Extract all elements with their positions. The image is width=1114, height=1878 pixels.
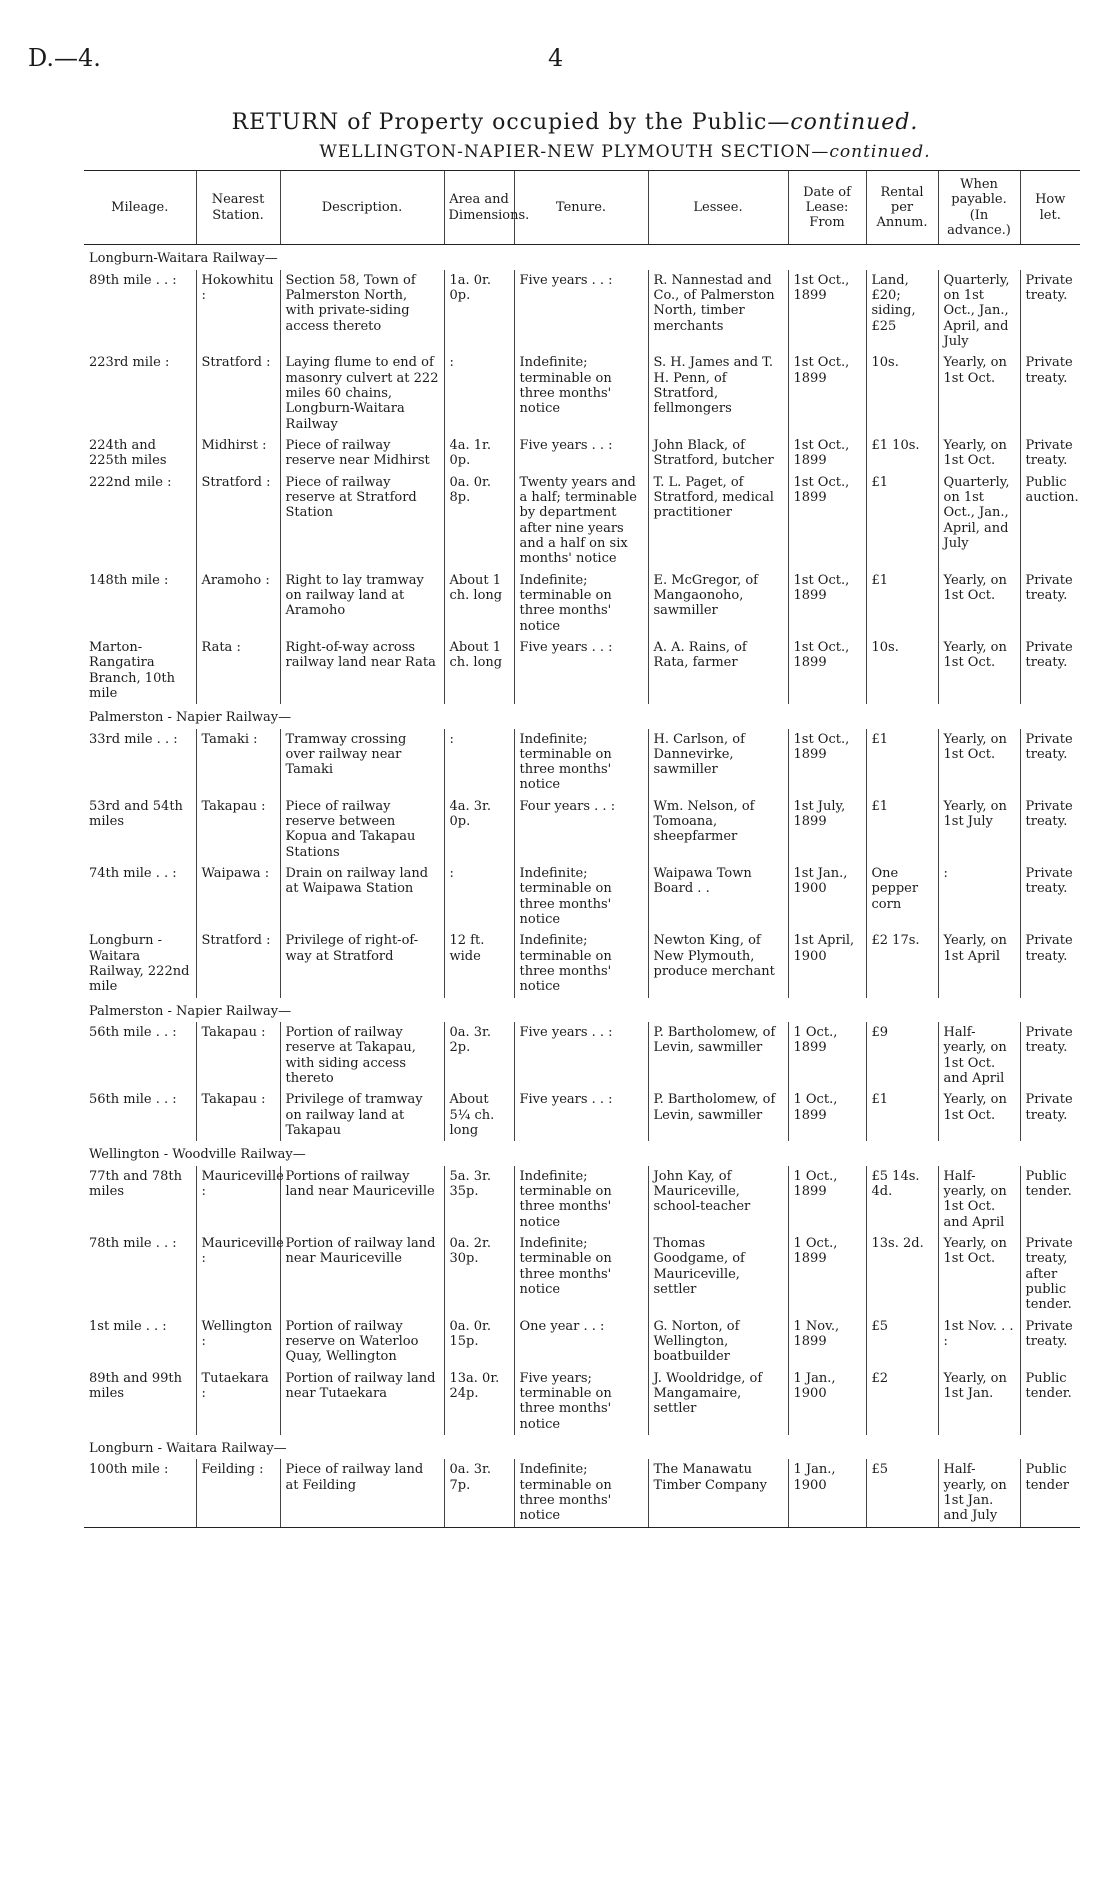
cell: £2 17s. (866, 930, 938, 997)
cell: Half-yearly, on 1st Jan. and July (938, 1459, 1020, 1527)
cell: 12 ft. wide (444, 930, 514, 997)
cell: Five years . . : (514, 637, 648, 704)
col-mileage: Mileage. (84, 171, 196, 245)
property-table (84, 170, 1080, 1528)
table-row (84, 1089, 1080, 1141)
cell: Yearly, on 1st Oct. (938, 570, 1020, 637)
cell: Waipawa : (196, 863, 280, 930)
cell: Wellington : (196, 1316, 280, 1368)
cell: P. Bartholomew, of Levin, sawmiller (648, 1089, 788, 1141)
cell: Private treaty. (1020, 352, 1080, 435)
cell: 10s. (866, 352, 938, 435)
cell: Private treaty. (1020, 796, 1080, 863)
cell: Private treaty. (1020, 1316, 1080, 1368)
cell: £1 (866, 1089, 938, 1141)
cell: T. L. Paget, of Stratford, medical practitioner (648, 472, 788, 570)
cell: 1a. 0r. 0p. (444, 270, 514, 353)
cell: £1 (866, 796, 938, 863)
cell: About 1 ch. long (444, 570, 514, 637)
cell: Indefinite; terminable on three months' notice (514, 1166, 648, 1233)
cell: Private treaty. (1020, 637, 1080, 704)
table-row (84, 796, 1080, 863)
cell: £2 (866, 1368, 938, 1435)
cell: Portion of railway reserve at Takapau, with siding access thereto (280, 1022, 444, 1089)
cell: Half-yearly, on 1st Oct. and April (938, 1166, 1020, 1233)
cell: £5 (866, 1459, 938, 1527)
cell: John Kay, of Mauriceville, school-teacher (648, 1166, 788, 1233)
cell: Mauriceville : (196, 1166, 280, 1233)
group-label: Palmerston - Napier Railway— (89, 1003, 292, 1019)
cell: Longburn - Waitara Railway, 222nd mile (89, 933, 190, 995)
cell: Mauriceville : (196, 1233, 280, 1316)
cell: Stratford : (196, 930, 280, 997)
cell: Five years . . : (514, 435, 648, 472)
group-row (84, 704, 1080, 728)
cell: 13a. 0r. 24p. (444, 1368, 514, 1435)
cell: Public auction. (1020, 472, 1080, 570)
cell: 0a. 3r. 7p. (444, 1459, 514, 1527)
cell: Newton King, of New Plymouth, produce merchant (648, 930, 788, 997)
cell: 0a. 0r. 8p. (444, 472, 514, 570)
cell: J. Wooldridge, of Mangamaire, settler (648, 1368, 788, 1435)
cell: Five years . . : (514, 1089, 648, 1141)
cell: Five years; terminable on three months' notice (514, 1368, 648, 1435)
cell: Indefinite; terminable on three months' notice (514, 1233, 648, 1316)
cell: : (444, 729, 514, 796)
cell: 0a. 0r. 15p. (444, 1316, 514, 1368)
cell: 1st Oct., 1899 (788, 270, 866, 353)
table-row (84, 352, 1080, 435)
cell: About 1 ch. long (444, 637, 514, 704)
table-row (84, 1459, 1080, 1527)
cell: Private treaty. (1020, 729, 1080, 796)
cell: Half-yearly, on 1st Oct. and April (938, 1022, 1020, 1089)
cell: Wm. Nelson, of Tomoana, sheepfarmer (648, 796, 788, 863)
table-row (84, 1368, 1080, 1435)
cell: 89th mile . . : (89, 272, 177, 288)
cell: 148th mile : (89, 572, 169, 588)
group-row (84, 245, 1080, 270)
cell: 1 Oct., 1899 (788, 1089, 866, 1141)
cell: 0a. 2r. 30p. (444, 1233, 514, 1316)
group-label: Longburn - Waitara Railway— (89, 1440, 287, 1456)
cell: Yearly, on 1st Oct. (938, 729, 1020, 796)
cell: 74th mile . . : (89, 866, 177, 882)
cell: Stratford : (196, 352, 280, 435)
cell: 5a. 3r. 35p. (444, 1166, 514, 1233)
cell: Private treaty. (1020, 270, 1080, 353)
cell: Quarterly, on 1st Oct., Jan., April, and July (938, 472, 1020, 570)
table-row (84, 729, 1080, 796)
cell: 222nd mile : (89, 474, 172, 490)
cell: 78th mile . . : (89, 1236, 177, 1252)
cell: Yearly, on 1st April (938, 930, 1020, 997)
col-how-let: How let. (1020, 171, 1080, 245)
cell: Privilege of right-of-way at Stratford (280, 930, 444, 997)
cell: Hokowhitu : (196, 270, 280, 353)
cell: Yearly, on 1st Oct. (938, 435, 1020, 472)
cell: Piece of railway reserve at Stratford Station (280, 472, 444, 570)
cell: 1 Oct., 1899 (788, 1233, 866, 1316)
cell: Five years . . : (514, 1022, 648, 1089)
cell: 1 Jan., 1900 (788, 1368, 866, 1435)
cell: Private treaty, after public tender. (1020, 1233, 1080, 1316)
cell: The Manawatu Timber Company (648, 1459, 788, 1527)
page-number: 4 (548, 44, 564, 72)
cell: Piece of railway reserve near Midhirst (280, 435, 444, 472)
table-row (84, 1166, 1080, 1233)
col-tenure: Tenure. (514, 171, 648, 245)
col-lessee: Lessee. (648, 171, 788, 245)
cell: £5 (866, 1316, 938, 1368)
cell: : (938, 863, 1020, 930)
group-label: Longburn-Waitara Railway— (89, 251, 278, 267)
cell: Takapau : (196, 1022, 280, 1089)
cell: £1 (866, 472, 938, 570)
cell: Laying flume to end of masonry culvert at 222 miles 60 chains, Longburn-Waitara Railway (280, 352, 444, 435)
cell: £1 10s. (866, 435, 938, 472)
cell: 1st Oct., 1899 (788, 729, 866, 796)
cell: Portion of railway land near Tutaekara (280, 1368, 444, 1435)
cell: 4a. 3r. 0p. (444, 796, 514, 863)
table-row (84, 472, 1080, 570)
cell: Yearly, on 1st July (938, 796, 1020, 863)
cell: 1st Oct., 1899 (788, 435, 866, 472)
cell: S. H. James and T. H. Penn, of Stratford, fellmongers (648, 352, 788, 435)
cell: 1st Jan., 1900 (788, 863, 866, 930)
cell: Portions of railway land near Mauriceville (280, 1166, 444, 1233)
col-area: Area and Dimensions. (444, 171, 514, 245)
cell: £1 (866, 729, 938, 796)
cell: Private treaty. (1020, 930, 1080, 997)
cell: H. Carlson, of Dannevirke, sawmiller (648, 729, 788, 796)
cell: Four years . . : (514, 796, 648, 863)
cell: 0a. 3r. 2p. (444, 1022, 514, 1089)
table-row (84, 930, 1080, 997)
cell: Portion of railway reserve on Waterloo Quay, Wellington (280, 1316, 444, 1368)
col-description: Description. (280, 171, 444, 245)
cell: Yearly, on 1st Oct. (938, 637, 1020, 704)
cell: R. Nannestad and Co., of Palmerston North, timber merchants (648, 270, 788, 353)
cell: 56th mile . . : (89, 1025, 177, 1041)
cell: Privilege of tramway on railway land at Takapau (280, 1089, 444, 1141)
cell: 1 Jan., 1900 (788, 1459, 866, 1527)
cell: £5 14s. 4d. (866, 1166, 938, 1233)
cell: Public tender. (1020, 1166, 1080, 1233)
cell: Private treaty. (1020, 1022, 1080, 1089)
cell: Public tender (1020, 1459, 1080, 1527)
title-main: RETURN of Property occupied by the Public— (231, 110, 791, 135)
cell: £9 (866, 1022, 938, 1089)
cell: 89th and 99th miles (89, 1370, 182, 1401)
cell: Waipawa Town Board . . (648, 863, 788, 930)
cell: 77th and 78th miles (89, 1168, 182, 1200)
cell: 13s. 2d. (866, 1233, 938, 1316)
cell: E. McGregor, of Mangaonoho, sawmiller (648, 570, 788, 637)
cell: 33rd mile . . : (89, 731, 178, 747)
cell: Section 58, Town of Palmerston North, with private-siding access thereto (280, 270, 444, 353)
group-row (84, 1435, 1080, 1459)
cell: 1 Oct., 1899 (788, 1166, 866, 1233)
col-when-payable: When payable. (In advance.) (938, 171, 1020, 245)
cell: Five years . . : (514, 270, 648, 353)
cell: Land, £20; siding, £25 (866, 270, 938, 353)
group-row (84, 998, 1080, 1022)
cell: Indefinite; terminable on three months' notice (514, 1459, 648, 1527)
cell: 10s. (866, 637, 938, 704)
cell: G. Norton, of Wellington, boatbuilder (648, 1316, 788, 1368)
cell: : (444, 863, 514, 930)
cell: 53rd and 54th miles (89, 798, 183, 830)
cell: Twenty years and a half; terminable by department after nine years and a half on six months' notice (514, 472, 648, 570)
cell: Tramway crossing over railway near Tamaki (280, 729, 444, 796)
cell: Piece of railway reserve between Kopua and Takapau Stations (280, 796, 444, 863)
cell: Piece of railway land at Feilding (280, 1459, 444, 1527)
section-main: WELLINGTON-NAPIER-NEW PLYMOUTH SECTION— (319, 142, 830, 162)
cell: Yearly, on 1st Oct. (938, 1089, 1020, 1141)
cell: Tutaekara : (196, 1368, 280, 1435)
table-row (84, 863, 1080, 930)
group-row (84, 1141, 1080, 1165)
cell: Feilding : (196, 1459, 280, 1527)
col-rental: Rental per Annum. (866, 171, 938, 245)
cell: : (444, 352, 514, 435)
cell: 1st Nov. . . : (938, 1316, 1020, 1368)
cell: Midhirst : (196, 435, 280, 472)
col-nearest-station: Nearest Station. (196, 171, 280, 245)
cell: Tamaki : (196, 729, 280, 796)
cell: 1st Oct., 1899 (788, 352, 866, 435)
cell: 224th and 225th miles (89, 437, 167, 469)
section-heading (170, 142, 1080, 162)
cell: Takapau : (196, 1089, 280, 1141)
cell: Indefinite; terminable on three months' notice (514, 352, 648, 435)
cell: About 5¼ ch. long (444, 1089, 514, 1141)
cell: Public tender. (1020, 1368, 1080, 1435)
cell: P. Bartholomew, of Levin, sawmiller (648, 1022, 788, 1089)
section-continued: continued. (829, 142, 931, 162)
cell: Thomas Goodgame, of Mauriceville, settler (648, 1233, 788, 1316)
table-row (84, 1316, 1080, 1368)
cell: 1st July, 1899 (788, 796, 866, 863)
cell: John Black, of Stratford, butcher (648, 435, 788, 472)
cell: £1 (866, 570, 938, 637)
table-row (84, 637, 1080, 704)
cell: 1st April, 1900 (788, 930, 866, 997)
cell: Indefinite; terminable on three months' notice (514, 863, 648, 930)
cell: Indefinite; terminable on three months' notice (514, 570, 648, 637)
cell: 223rd mile : (89, 355, 170, 371)
cell: Private treaty. (1020, 435, 1080, 472)
cell: Private treaty. (1020, 1089, 1080, 1141)
cell: 4a. 1r. 0p. (444, 435, 514, 472)
cell: Yearly, on 1st Jan. (938, 1368, 1020, 1435)
table-header-row (84, 171, 1080, 245)
page-title (70, 110, 1080, 135)
cell: Takapau : (196, 796, 280, 863)
cell: Rata : (196, 637, 280, 704)
table-row (84, 570, 1080, 637)
title-continued: continued. (790, 110, 919, 135)
cell: 1st mile . . : (89, 1318, 167, 1334)
cell: Right-of-way across railway land near Rata (280, 637, 444, 704)
document-code: D.—4. (28, 44, 101, 72)
cell: Marton-Rangatira Branch, 10th mile (89, 639, 175, 701)
cell: Private treaty. (1020, 863, 1080, 930)
cell: Indefinite; terminable on three months' notice (514, 729, 648, 796)
cell: 1 Nov., 1899 (788, 1316, 866, 1368)
table-row (84, 270, 1080, 353)
group-label: Palmerston - Napier Railway— (89, 710, 292, 726)
cell: Stratford : (196, 472, 280, 570)
cell: One year . . : (514, 1316, 648, 1368)
cell: Private treaty. (1020, 570, 1080, 637)
cell: Quarterly, on 1st Oct., Jan., April, and July (938, 270, 1020, 353)
cell: 1st Oct., 1899 (788, 570, 866, 637)
cell: Drain on railway land at Waipawa Station (280, 863, 444, 930)
table-row (84, 1233, 1080, 1316)
table-row (84, 435, 1080, 472)
cell: Yearly, on 1st Oct. (938, 352, 1020, 435)
cell: A. A. Rains, of Rata, farmer (648, 637, 788, 704)
cell: Yearly, on 1st Oct. (938, 1233, 1020, 1316)
cell: One pepper corn (866, 863, 938, 930)
cell: 1st Oct., 1899 (788, 637, 866, 704)
col-date-of-lease: Date of Lease: From (788, 171, 866, 245)
table-row (84, 1022, 1080, 1089)
cell: 1 Oct., 1899 (788, 1022, 866, 1089)
cell: 56th mile . . : (89, 1092, 177, 1108)
cell: Right to lay tramway on railway land at Aramoho (280, 570, 444, 637)
cell: Portion of railway land near Mauriceville (280, 1233, 444, 1316)
cell: Indefinite; terminable on three months' notice (514, 930, 648, 997)
cell: 100th mile : (84, 1459, 196, 1527)
cell: 1st Oct., 1899 (788, 472, 866, 570)
group-label: Wellington - Woodville Railway— (89, 1147, 306, 1163)
cell: Aramoho : (196, 570, 280, 637)
